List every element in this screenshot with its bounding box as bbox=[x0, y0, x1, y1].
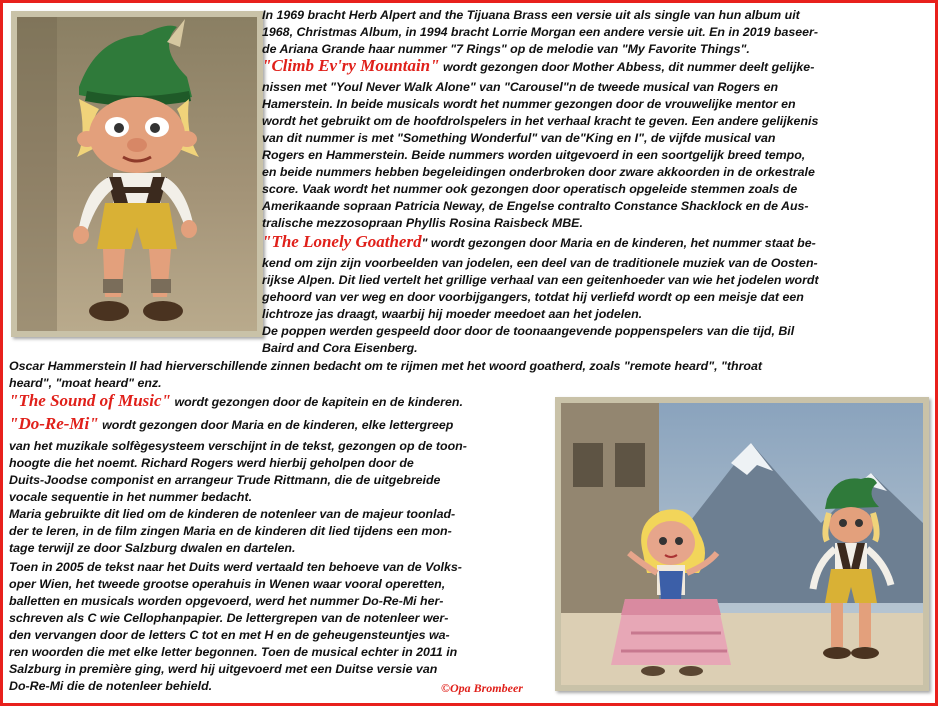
text-line: den vervangen door de letters C tot en met H en de geheugensteuntjes wa- bbox=[9, 628, 450, 642]
text-line: de Ariana Grande haar nummer "7 Rings" op de melodie van "My Favorite Things". bbox=[262, 42, 750, 56]
puppets-duo-image bbox=[561, 403, 923, 685]
text-line: Oscar Hammerstein Il had hierverschillende zinnen bedacht om te rijmen met het woord goatherd, zoals "remote heard", "throat bbox=[9, 359, 762, 373]
text-line: Do-Re-Mi die de notenleer behield. bbox=[9, 679, 213, 693]
text-line: "Do-Re-Mi" wordt gezongen door Maria en de kinderen, elke lettergreep bbox=[9, 414, 454, 433]
text-line: Amerikaande sopraan Patricia Neway, de Engelse contralto Constance Shacklock en de Aus- bbox=[262, 199, 809, 213]
text-line: van het muzikale solfègesysteem verschijnt in de tekst, gezongen op de toon- bbox=[9, 439, 467, 453]
text-line: hoogte die het noemt. Richard Rogers werd hierbij geholpen door de bbox=[9, 456, 414, 470]
text-line: Maria gebruikte dit lied om de kinderen de notenleer van de majeur toonlad- bbox=[9, 507, 456, 521]
text-line: heard", "moat heard" enz. bbox=[9, 376, 162, 390]
text-line: In 1969 bracht Herb Alpert and the Tijuana Brass een versie uit als single van hun album uit bbox=[262, 8, 800, 22]
song-title-do-re-mi: "Do-Re-Mi" bbox=[9, 414, 99, 433]
text-line: der te leren, in de film zingen Maria en de kinderen dit lied tijdens een mon- bbox=[9, 524, 452, 538]
text-line: schreven als C wie Cellophanpapier. De lettergrepen van de notenleer wer- bbox=[9, 611, 449, 625]
song-title-sound-of-music: "The Sound of Music" bbox=[9, 391, 171, 410]
text-line: "Climb Ev'ry Mountain" wordt gezongen door Mother Abbess, dit nummer deelt gelijke- bbox=[262, 56, 815, 75]
text-line: en beide nummers hebben begeleidingen onderbroken door zware akkoorden in de orkestrale bbox=[262, 165, 815, 179]
maria-and-goatherd-puppets-photo bbox=[555, 397, 929, 691]
text-line: wordt het gebruikt om de hoofdrolspelers in het verhaal kracht te geven. Een andere gelijkenis bbox=[262, 114, 819, 128]
text-line: balletten en musicals worden opgevoerd, werd het nummer Do-Re-Mi her- bbox=[9, 594, 444, 608]
text-line: kend om zijn zijn voorbeelden van jodelen, een deel van de traditionele muziek van de Oosten- bbox=[262, 256, 818, 270]
text-line: lichtroze jas draagt, waarbij hij moeder meedoet aan het jodelen. bbox=[262, 307, 643, 321]
goatherd-boy-puppet-photo bbox=[11, 11, 263, 337]
text-line: Toen in 2005 de tekst naar het Duits werd vertaald ten behoeve van de Volks- bbox=[9, 560, 462, 574]
text-line: tralische mezzosopraan Phyllis Rosina Raisbeck MBE. bbox=[262, 216, 583, 230]
text-line: van dit nummer is met "Something Wonderful" van de"King en I", de vijfde musical van bbox=[262, 131, 776, 145]
text-line: ren woorden die met elke letter begonnen. Toen de musical echter in 2011 in bbox=[9, 645, 458, 659]
text-line: rijkse Alpen. Dit lied vertelt het grillige verhaal van een geitenhoeder van wie het jodelen wordt bbox=[262, 273, 819, 287]
song-title-climb-every-mountain: "Climb Ev'ry Mountain" bbox=[262, 56, 440, 75]
text-line: gehoord van ver weg en door voorbijgangers, totdat hij verliefd wordt op een meisje dat een bbox=[262, 290, 804, 304]
song-title-lonely-goatherd: "The Lonely Goatherd bbox=[262, 232, 422, 251]
text-line: oper Wien, het tweede grootse operahuis in Wenen waar vooral operetten, bbox=[9, 577, 446, 591]
text-line: tage terwijl ze door Salzburg dwalen en dartelen. bbox=[9, 541, 296, 555]
text-line: Salzburg in première ging, werd hij uitgevoerd met een Duitse versie van bbox=[9, 662, 438, 676]
text-line: Rogers en Hammerstein. Beide nummers worden uitgevoerd in een soortgelijk breed tempo, bbox=[262, 148, 806, 162]
text-line: Hamerstein. In beide musicals wordt het nummer gezongen door de vrouwelijke mentor en bbox=[262, 97, 796, 111]
text-line: vocale sequentie in het nummer bedacht. bbox=[9, 490, 253, 504]
text-line: De poppen werden gespeeld door door de toonaangevende poppenspelers van die tijd, Bil bbox=[262, 324, 795, 338]
text-line: Duits-Joodse componist en arrangeur Trude Rittmann, die de uitgebreide bbox=[9, 473, 441, 487]
text-line: score. Vaak wordt het nummer ook gezongen door operatisch opgeleide stemmen zoals de bbox=[262, 182, 798, 196]
goatherd-boy-puppet-image bbox=[17, 17, 257, 331]
text-line: Baird and Cora Eisenberg. bbox=[262, 341, 418, 355]
text-line: "The Lonely Goatherd" wordt gezongen door Maria en de kinderen, het nummer staat be- bbox=[262, 232, 816, 251]
text-line: nissen met "Youl Never Walk Alone" van "Carousel"n de tweede musical van Rogers en bbox=[262, 80, 779, 94]
text-line: "The Sound of Music" wordt gezongen door de kapitein en de kinderen. bbox=[9, 391, 463, 410]
text-line: 1968, Christmas Album, in 1994 bracht Lorrie Morgan een andere versie uit. En in 2019 baseer- bbox=[262, 25, 818, 39]
author-signature: ©Opa Brombeer bbox=[441, 681, 523, 695]
